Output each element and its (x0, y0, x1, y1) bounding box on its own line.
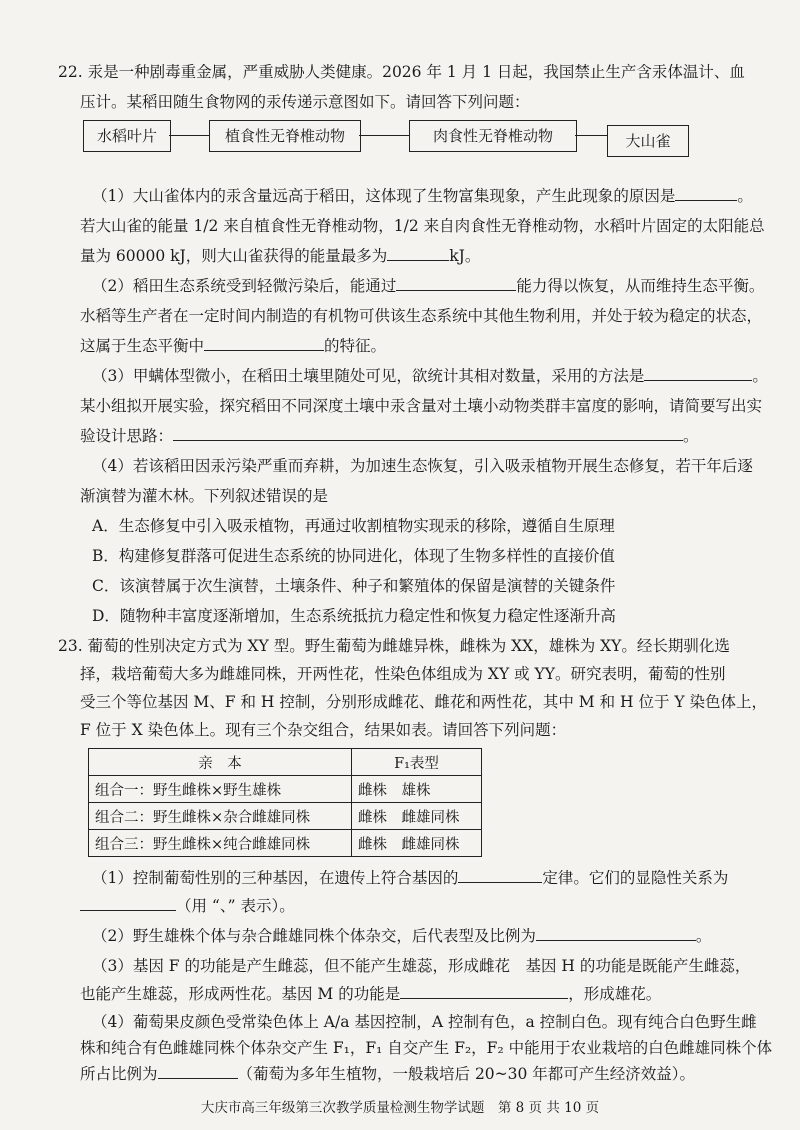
q23-intro-line4: F 位于 X 染色体上。现有三个杂交组合，结果如表。请回答下列问题： (80, 721, 567, 739)
q23-p3-line1: （3）基因 F 的功能是产生雌蕊，但不能产生雄蕊，形成雌花 基因 H 的功能是既能产生雌蕊， (92, 957, 751, 975)
q22-p4-line1: （4）若该稻田因汞污染严重而弃耕，为加速生态恢复，引入吸汞植物开展生态修复，若干年后逐 (92, 457, 753, 475)
food-web-node-great-tit: 大山雀 (607, 125, 689, 157)
table-header-row (89, 749, 482, 776)
q22-p1-line2: 若大山雀的能量 1/2 来自植食性无脊椎动物，1/2 来自肉食性无脊椎动物，水稻叶片固定的太阳能总 (80, 217, 765, 235)
table-header-f1: F₁表型 (352, 749, 482, 776)
q23-p1-line1: （1）控制葡萄性别的三种基因，在遗传上符合基因的 定律。它们的显隐性关系为 (92, 869, 729, 887)
table-cell-f1: 雌株 雌雄同株 (352, 803, 482, 830)
q22-intro-line1: 22. 汞是一种剧毒重金属，严重威胁人类健康。2026 年 1 月 1 日起，我国禁止生产含汞体温计、血 (58, 63, 745, 81)
table-cell-parent: 组合二：野生雌株×杂合雌雄同株 (89, 803, 352, 830)
table-cell-f1: 雌株 雄株 (352, 776, 482, 803)
q22-p3-line1: （3）甲螨体型微小，在稻田土壤里随处可见，欲统计其相对数量，采用的方法是 。 (92, 367, 768, 385)
q22-option-b: B．构建修复群落可促进生态系统的协同进化，体现了生物多样性的直接价值 (92, 547, 615, 565)
food-web-link (169, 135, 209, 136)
table-cell-parent: 组合三：野生雌株×纯合雌雄同株 (89, 830, 352, 857)
q22-p2-line3: 这属于生态平衡中 的特征。 (80, 337, 387, 355)
q22-option-c: C．该演替属于次生演替，土壤条件、种子和繁殖体的保留是演替的关键条件 (92, 577, 616, 595)
table-cell-f1: 雌株 雌雄同株 (352, 830, 482, 857)
q23-p4-line3: 所占比例为 （葡萄为多年生植物，一般栽培后 20~30 年都可产生经济效益）。 (80, 1065, 696, 1083)
q23-intro-line3: 受三个等位基因 M、F 和 H 控制，分别形成雌花、雌花和两性花，其中 M 和 H 位于 Y 染色体上， (80, 693, 768, 711)
table-row (89, 830, 482, 857)
food-web-node-rice-leaf: 水稻叶片 (83, 120, 171, 152)
food-web-link (575, 135, 607, 136)
page-footer: 大庆市高三年级第三次教学质量检测生物学试题 第 8 页 共 10 页 (200, 1100, 600, 1116)
q22-intro-line2: 压计。某稻田随生食物网的汞传递示意图如下。请回答下列问题： (80, 93, 530, 111)
q22-p3-line3: 验设计思路： 。 (80, 427, 699, 445)
food-web-node-carnivore: 肉食性无脊椎动物 (409, 120, 577, 152)
table-header-parent: 亲 本 (89, 749, 352, 776)
q23-p3-line2: 也能产生雄蕊，形成两性花。基因 M 的功能是 ，形成雄花。 (80, 985, 662, 1003)
cross-table (88, 748, 482, 857)
table-row (89, 803, 482, 830)
q22-p2-line2: 水稻等生产者在一定时间内制造的有机物可供该生态系统中其他生物利用，并处于较为稳定的状态， (80, 307, 763, 325)
q22-option-a: A．生态修复中引入吸汞植物，再通过收割植物实现汞的移除，遵循自生原理 (92, 517, 615, 535)
food-web-link (359, 135, 409, 136)
q22-p3-line2: 某小组拟开展实验，探究稻田不同深度土壤中汞含量对土壤小动物类群丰富度的影响，请简要写出实 (80, 397, 763, 415)
q22-option-d: D．随物种丰富度逐渐增加，生态系统抵抗力稳定性和恢复力稳定性逐渐升高 (92, 607, 616, 625)
q22-p4-line2: 渐演替为灌木林。下列叙述错误的是 (80, 487, 329, 505)
q22-p1-line3: 量为 60000 kJ，则大山雀获得的能量最多为 kJ。 (80, 247, 481, 265)
q23-p4-line2: 株和纯合有色雌雄同株个体杂交产生 F₁，F₁ 自交产生 F₂，F₂ 中能用于农业栽培的白色雌雄同株个体 (80, 1039, 773, 1057)
q23-p1-line2: （用 “、” 表示）。 (80, 896, 295, 916)
table-cell-parent: 组合一：野生雌株×野生雄株 (89, 776, 352, 803)
food-web-node-herbivore: 植食性无脊椎动物 (209, 120, 361, 152)
q23-p4-line1: （4）葡萄果皮颜色受常染色体上 A/a 基因控制，A 控制有色，a 控制白色。现有纯合白色野生雌 (92, 1013, 757, 1031)
q22-p2-line1: （2）稻田生态系统受到轻微污染后，能通过 能力得以恢复，从而维持生态平衡。 (92, 277, 765, 295)
q22-p1-line1: （1）大山雀体内的汞含量远高于稻田，这体现了生物富集现象，产生此现象的原因是 。 (92, 187, 753, 205)
q23-intro-line1: 23. 葡萄的性别决定方式为 XY 型。野生葡萄为雌雄异株，雌株为 XX，雄株为 XY。经长期驯化选 (58, 637, 730, 655)
q23-p2: （2）野生雄株个体与杂合雌雄同株个体杂交，后代表型及比例为 。 (92, 927, 712, 945)
q23-intro-line2: 择，栽培葡萄大多为雌雄同株，开两性花，性染色体组成为 XY 或 YY。研究表明，葡萄的性别 (80, 665, 726, 683)
table-row (89, 776, 482, 803)
